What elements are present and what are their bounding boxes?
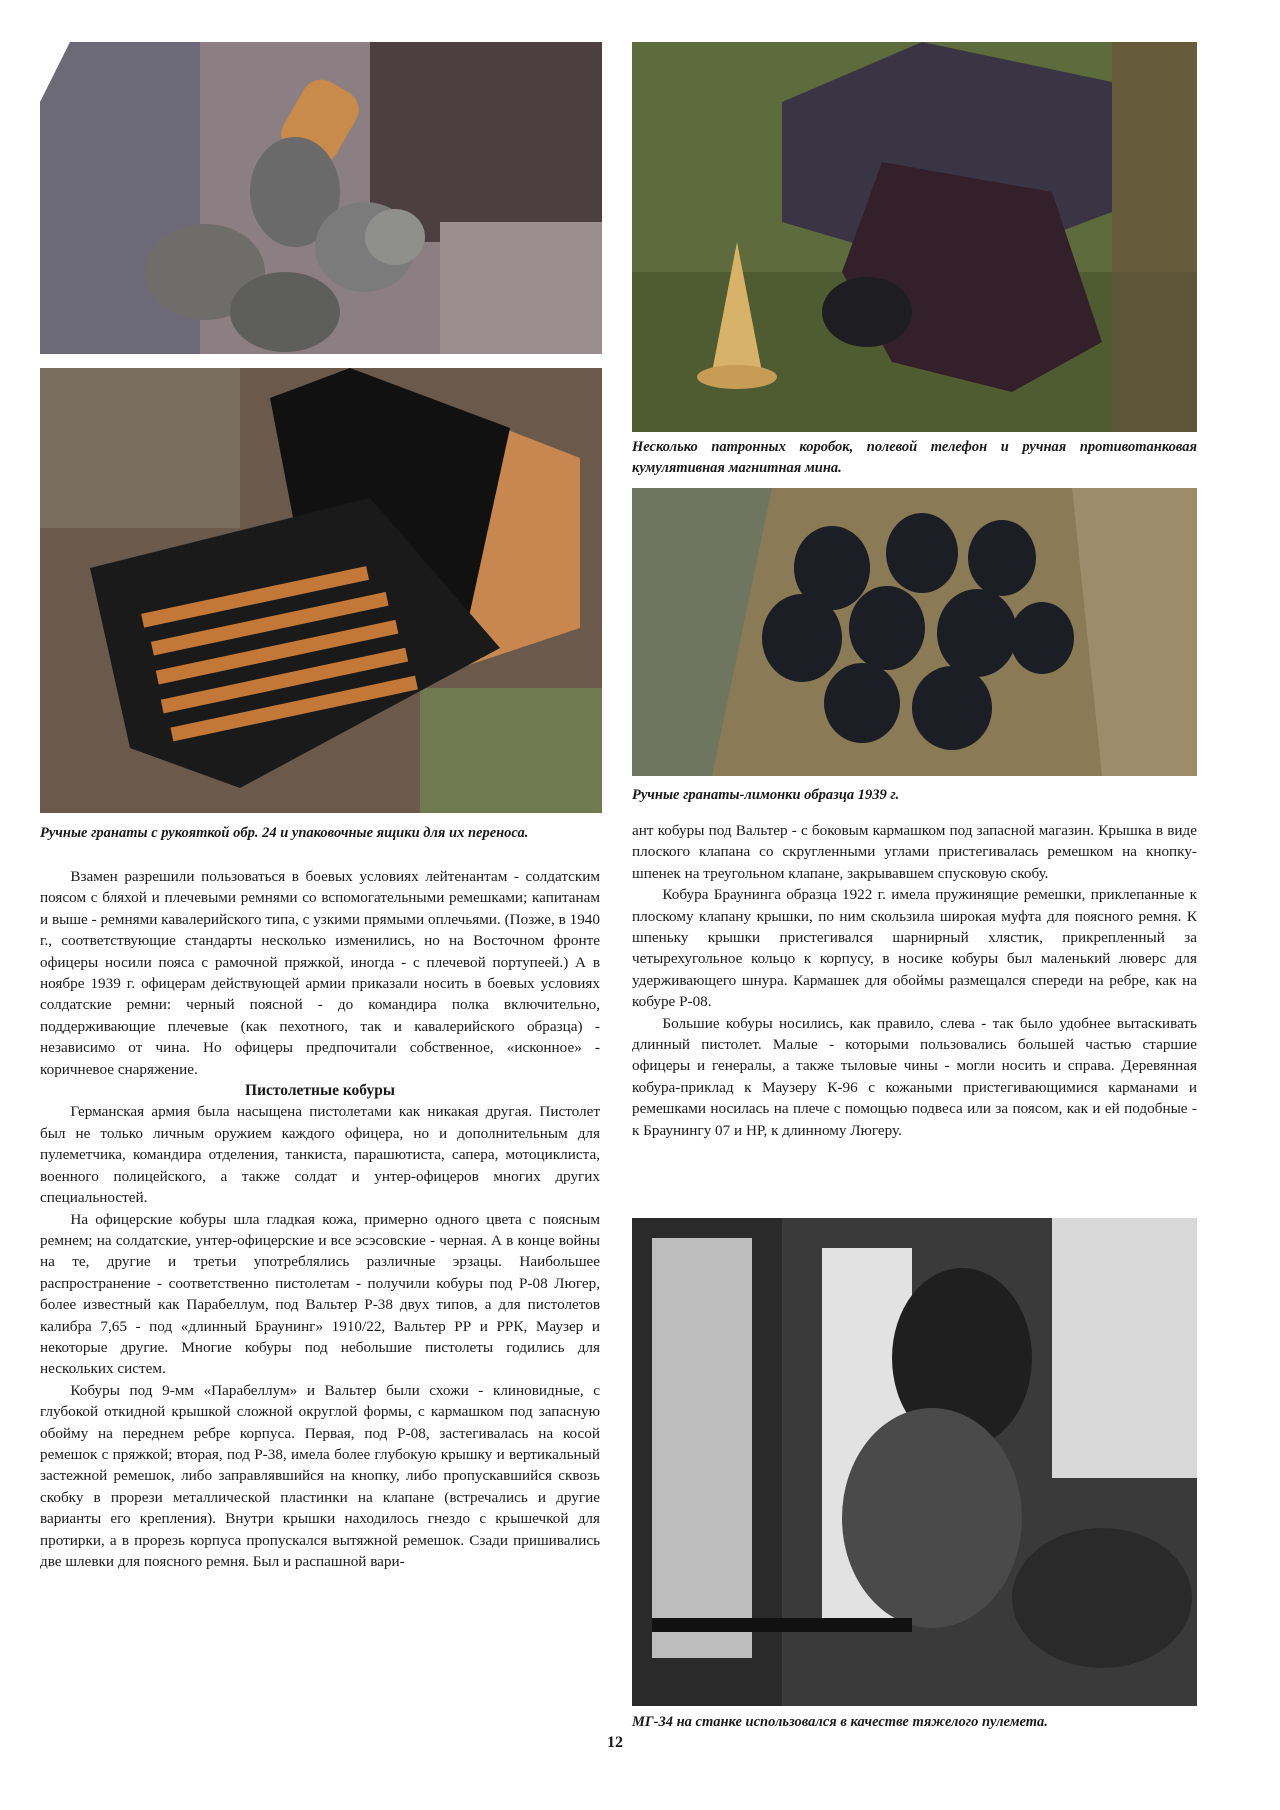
paragraph: ант кобуры под Вальтер - с боковым кармашком под запасной магазин. Крышка в виде плоского клапана со скругленными углами пристегивалась ремешком на кнопку-шпенек на треугольном клапане, закрывавшем спусковую скобу.: [632, 822, 1197, 882]
paragraph: Взамен разрешили пользоваться в боевых условиях лейтенантам - солдатским поясом с бляхой и плечевыми ремнями со вспомогательными ремешками; капитанам и выше - ремнями кавалерийского типа, с узкими прямыми оплечьями. (Позже, в 1940 г., соответствующие стандарты несколько изменились, но на Восточном фронте офицеры носили пояса с рамочной пряжкой, иногда - с плечевой портупеей.) А в ноябре 1939 г. офицерам действующей армии приказали носить в боевых условиях солдатские ремни: черный поясной - до командира полка включительно, поддерживающие плечевые (как пехотного, так и кавалерийского образца) - независимо от чина. Но офицеры предпочитали собственное, «исконное» - коричневое снаряжение.: [40, 868, 600, 1078]
photo-caption: МГ-34 на станке использовался в качестве тяжелого пулемета.: [632, 1714, 1048, 1730]
section-heading: Пистолетные кобуры: [245, 1082, 395, 1100]
photo-stick-grenades: [40, 42, 602, 354]
photo-ammo-boxes: [632, 42, 1197, 432]
photo-caption: Несколько патронных коробок, полевой телефон и ручная противотанковая кумулятивная магнитная мина.: [632, 439, 1197, 476]
photo-caption: Ручные гранаты-лимонки образца 1939 г.: [632, 787, 900, 803]
right-text-column: [632, 820, 1197, 1141]
paragraph: На офицерские кобуры шла гладкая кожа, примерно одного цвета с поясным ремнем; на солдатские, унтер-офицерские и все эсэсовские - черная. А в конце войны на те, другие и третьи употреблялись различные эрзацы. Наибольшее распространение - соответственно пистолетам - получили кобуры под Р-08 Люгер, более известный как Парабеллум, под Вальтер Р-38 двух типов, а для пистолетов калибра 7,65 - под «длинный Браунинг» 1910/22, Вальтер РР и РРК, Маузер и некоторые другие. Многие кобуры под небольшие пистолеты годились для нескольких систем.: [40, 1210, 600, 1378]
photo-mg34-crew: [632, 1218, 1197, 1706]
photo-egg-grenades: [632, 488, 1197, 776]
left-text-column: [40, 866, 600, 1572]
photo-grenade-crate: [40, 368, 602, 813]
paragraph: Кобуры под 9-мм «Парабеллум» и Вальтер были схожи - клиновидные, с глубокой откидной крышкой сложной округлой формы, с кармашком под запасную обойму на переднем ребре корпуса. Первая, под Р-08, застегивалась на косой ремешок с пряжкой; вторая, под Р-38, имела более глубокую крышку и вертикальный застежной ремешок, либо заправлявшийся на кнопку, либо пропускавшийся сквозь скобку в прорези металлической пластинки на клапане (встречались и другие варианты его крепления). Внутри крышки находилось гнездо с крышечкой для протирки, а в прорезь корпуса пропускался вытяжной ремешок. Сзади пришивались две шлевки для поясного ремня. Был и распашной вари-: [40, 1381, 600, 1570]
paragraph: Германская армия была насыщена пистолетами как никакая другая. Пистолет был не только личным оружием каждого офицера, но и дополнительным для пулеметчика, командира отделения, танкиста, парашютиста, сапера, мотоциклиста, военного полицейского, а также солдат и унтер-офицеров многих других специальностей.: [40, 1103, 600, 1207]
paragraph: Большие кобуры носились, как правило, слева - так было удобнее вытаскивать длинный пистолет. Малые - которыми пользовались большей частью старшие офицеры и генералы, а также тыловые чины - могли носить и справа. Деревянная кобура-приклад к Маузеру К-96 с кожаными пристегивающимися карманами и ремешками носилась на плече с помощью подвеса или за поясом, как и ей подобные - к Браунингу 07 и НР, к длинному Люгеру.: [632, 1014, 1197, 1139]
photo-caption: Ручные гранаты с рукояткой обр. 24 и упаковочные ящики для их переноса.: [40, 825, 529, 841]
paragraph: Кобура Браунинга образца 1922 г. имела пружинящие ремешки, приклепанные к плоскому клапану крышки, по ним скользила широкая муфта для поясного ремня. К шпеньку крышки пристегивался шарнирный хлястик, прикрепленный за четырехугольное кольцо к корпусу, в носике кобуры был маленький люверс для удерживающего шнура. Кармашек для обоймы размещался спереди на ребре, как на кобуре Р-08.: [632, 886, 1197, 1011]
page-number: 12: [607, 1734, 623, 1751]
